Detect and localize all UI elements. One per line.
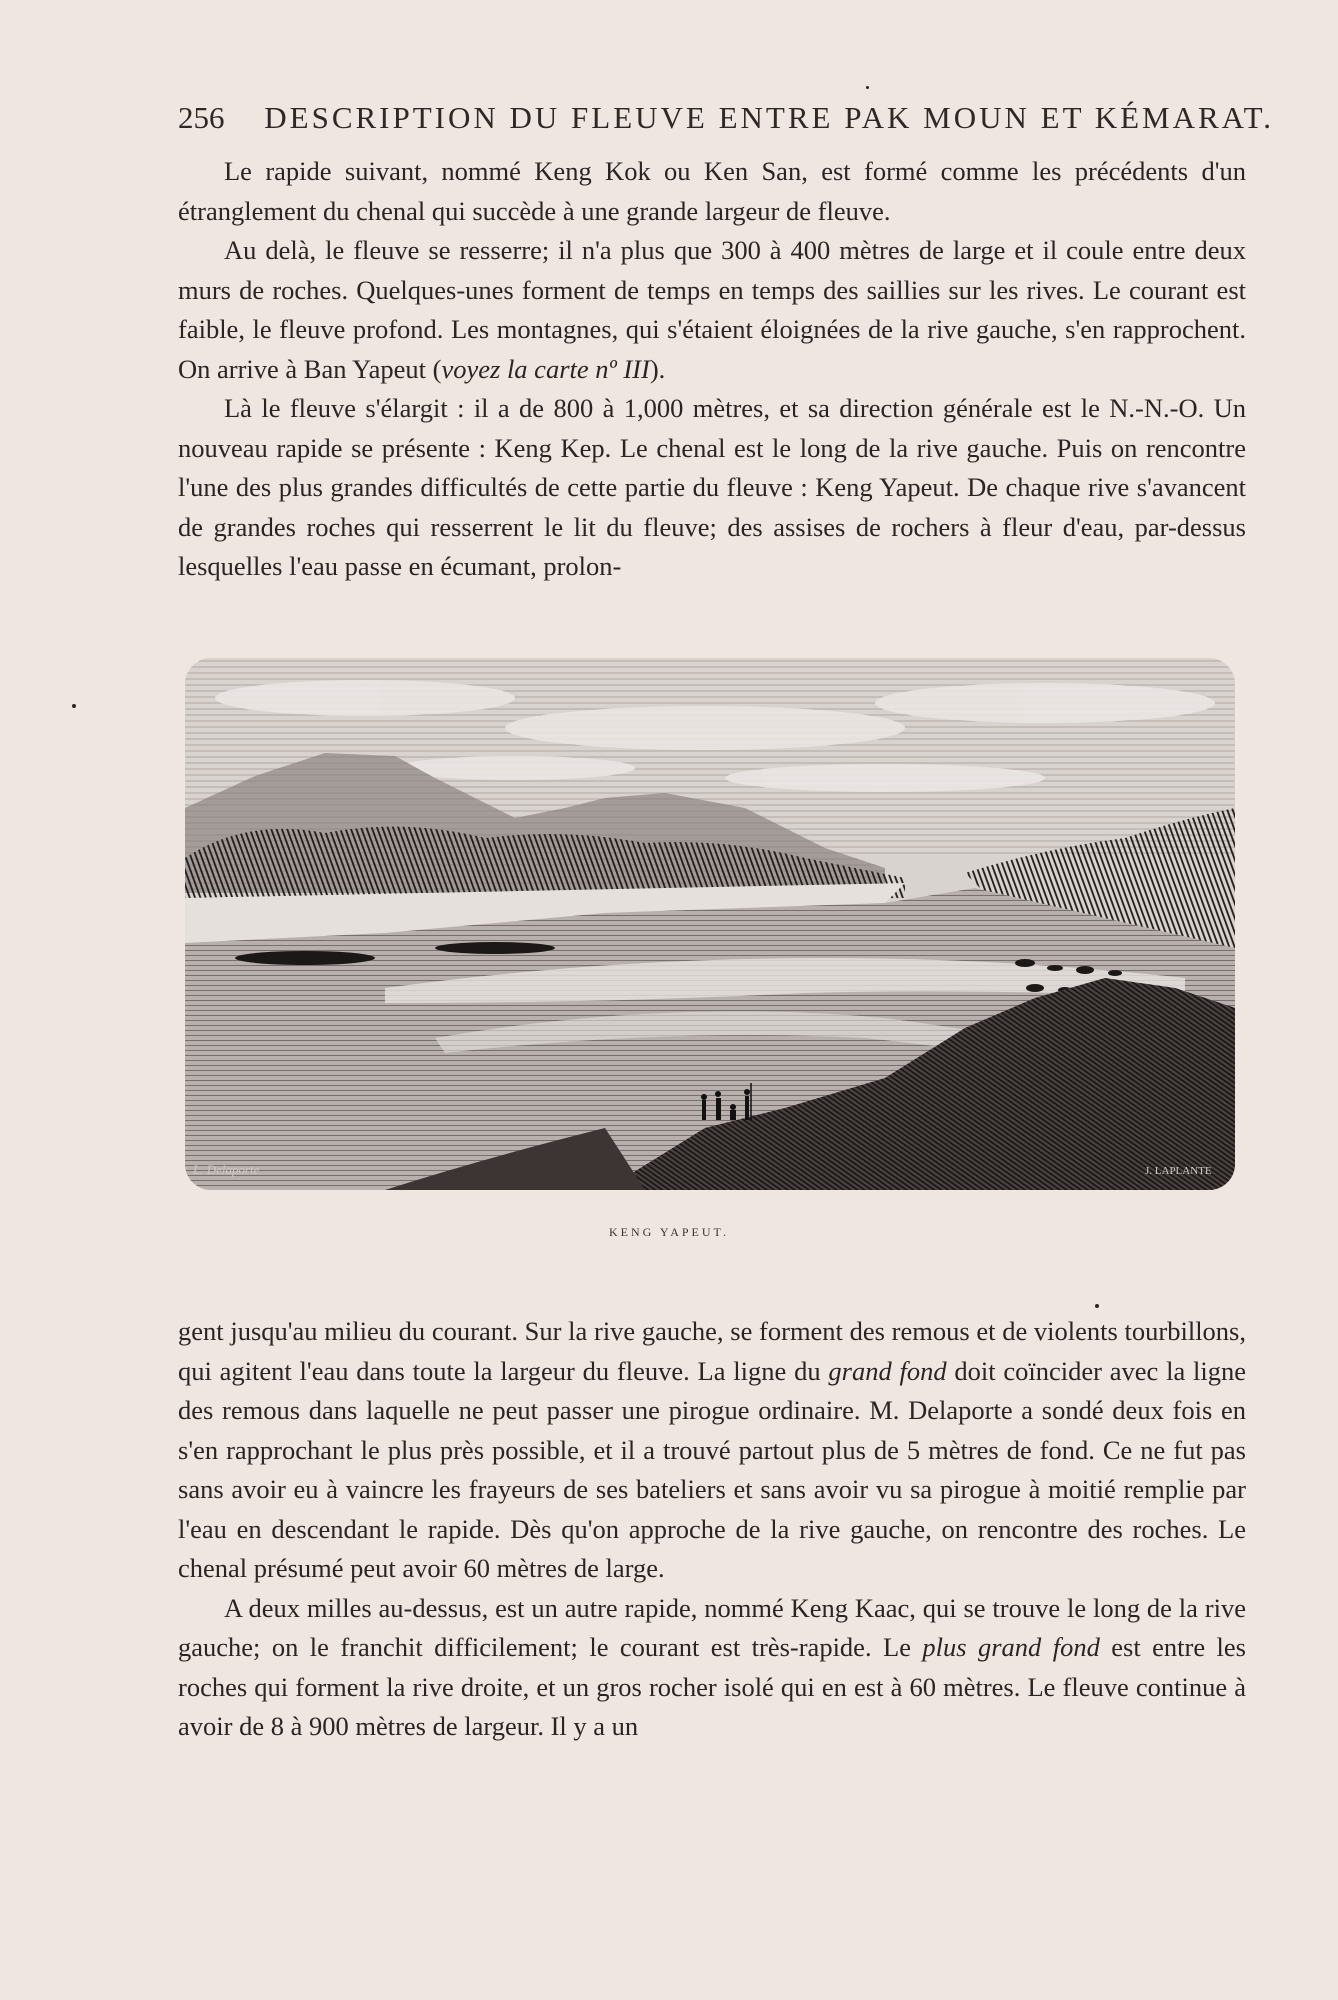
ink-speck <box>72 704 76 708</box>
paragraph-text: A deux milles au-dessus, est un autre rapide, nommé Keng Kaac, qui se trouve le long de la rive gauche; on le franchit difficilement; le courant est très-rapide. Le <box>178 1592 1246 1662</box>
artist-signature-left: L. Delaporte <box>193 1162 260 1177</box>
paragraph-text: gent jusqu'au milieu du courant. Sur la rive gauche, se forment des remous et de violents tourbillons, qui agitent l'eau dans toute la largeur du fleuve. La ligne du <box>178 1316 1246 1386</box>
paragraph-text: est entre les roches qui forment la rive droite, et un gros rocher isolé qui en est à 60 mètres. Le fleuve continue à avoir de 8 à 900 mètres de largeur. Il y a un <box>178 1632 1246 1741</box>
emphasis: plus grand fond <box>922 1632 1100 1662</box>
text-block-top <box>178 152 1246 587</box>
paragraph <box>178 231 1246 389</box>
paragraph: Là le fleuve s'élargit : il a de 800 à 1,000 mètres, et sa direction générale est le N.-N.-O. Un nouveau rapide se présente : Keng Kep. Le chenal est le long de la rive gauche. Puis on rencontre l'une des plus grandes difficultés de cette partie du fleuve : Keng Yapeut. De chaque rive s'avancent de grandes roches qui resserrent le lit du fleuve; des assises de rochers à fleur d'eau, par-dessus lesquelles l'eau passe en écumant, prolon- <box>178 393 1246 581</box>
running-header <box>178 100 1274 136</box>
running-title: DESCRIPTION DU FLEUVE ENTRE PAK MOUN ET KÉMARAT. <box>264 100 1274 135</box>
figure-caption: KENG YAPEUT. <box>609 1225 729 1239</box>
ink-speck <box>866 86 869 89</box>
paragraph-text: Au delà, le fleuve se resserre; il n'a plus que 300 à 400 mètres de large et il coule entre deux murs de roches. Quelques-unes forment de temps en temps des saillies sur les rives. Le courant est faible, le fleuve profond. Les montagnes, qui s'étaient éloignées de la rive gauche, s'en rapprochent. On arrive à Ban Yapeut ( <box>178 235 1246 384</box>
paragraph: Le rapide suivant, nommé Keng Kok ou Ken San, est formé comme les précédents d'un étranglement du chenal qui succède à une grande largeur de fleuve. <box>178 156 1246 226</box>
paragraph-text: ). <box>649 353 666 384</box>
engraver-signature-right: J. LAPLANTE <box>1145 1165 1212 1177</box>
paragraph <box>178 1589 1246 1747</box>
ink-speck <box>1095 1304 1099 1308</box>
paragraph-text: doit coïncider avec la ligne des remous dans laquelle ne peut passer une pirogue ordinaire. M. Delaporte a sondé deux fois en s'en rapprochant le plus près possible, et il a trouvé partout plus de 5 mètres de fond. Ce ne fut pas sans avoir eu à vaincre les frayeurs de ses bateliers et sans avoir vu sa pirogue à moitié remplie par l'eau en descendant le rapide. Dès qu'on approche de la rive gauche, on rencontre des roches. Le chenal présumé peut avoir 60 mètres de large. <box>178 1355 1246 1583</box>
map-reference: voyez la carte nº III <box>441 353 650 384</box>
page-number: 256 <box>178 100 225 135</box>
emphasis: grand fond <box>828 1355 947 1386</box>
paragraph <box>178 1312 1246 1589</box>
text-block-bottom <box>178 1312 1246 1747</box>
engraving-keng-yapeut <box>185 658 1235 1190</box>
